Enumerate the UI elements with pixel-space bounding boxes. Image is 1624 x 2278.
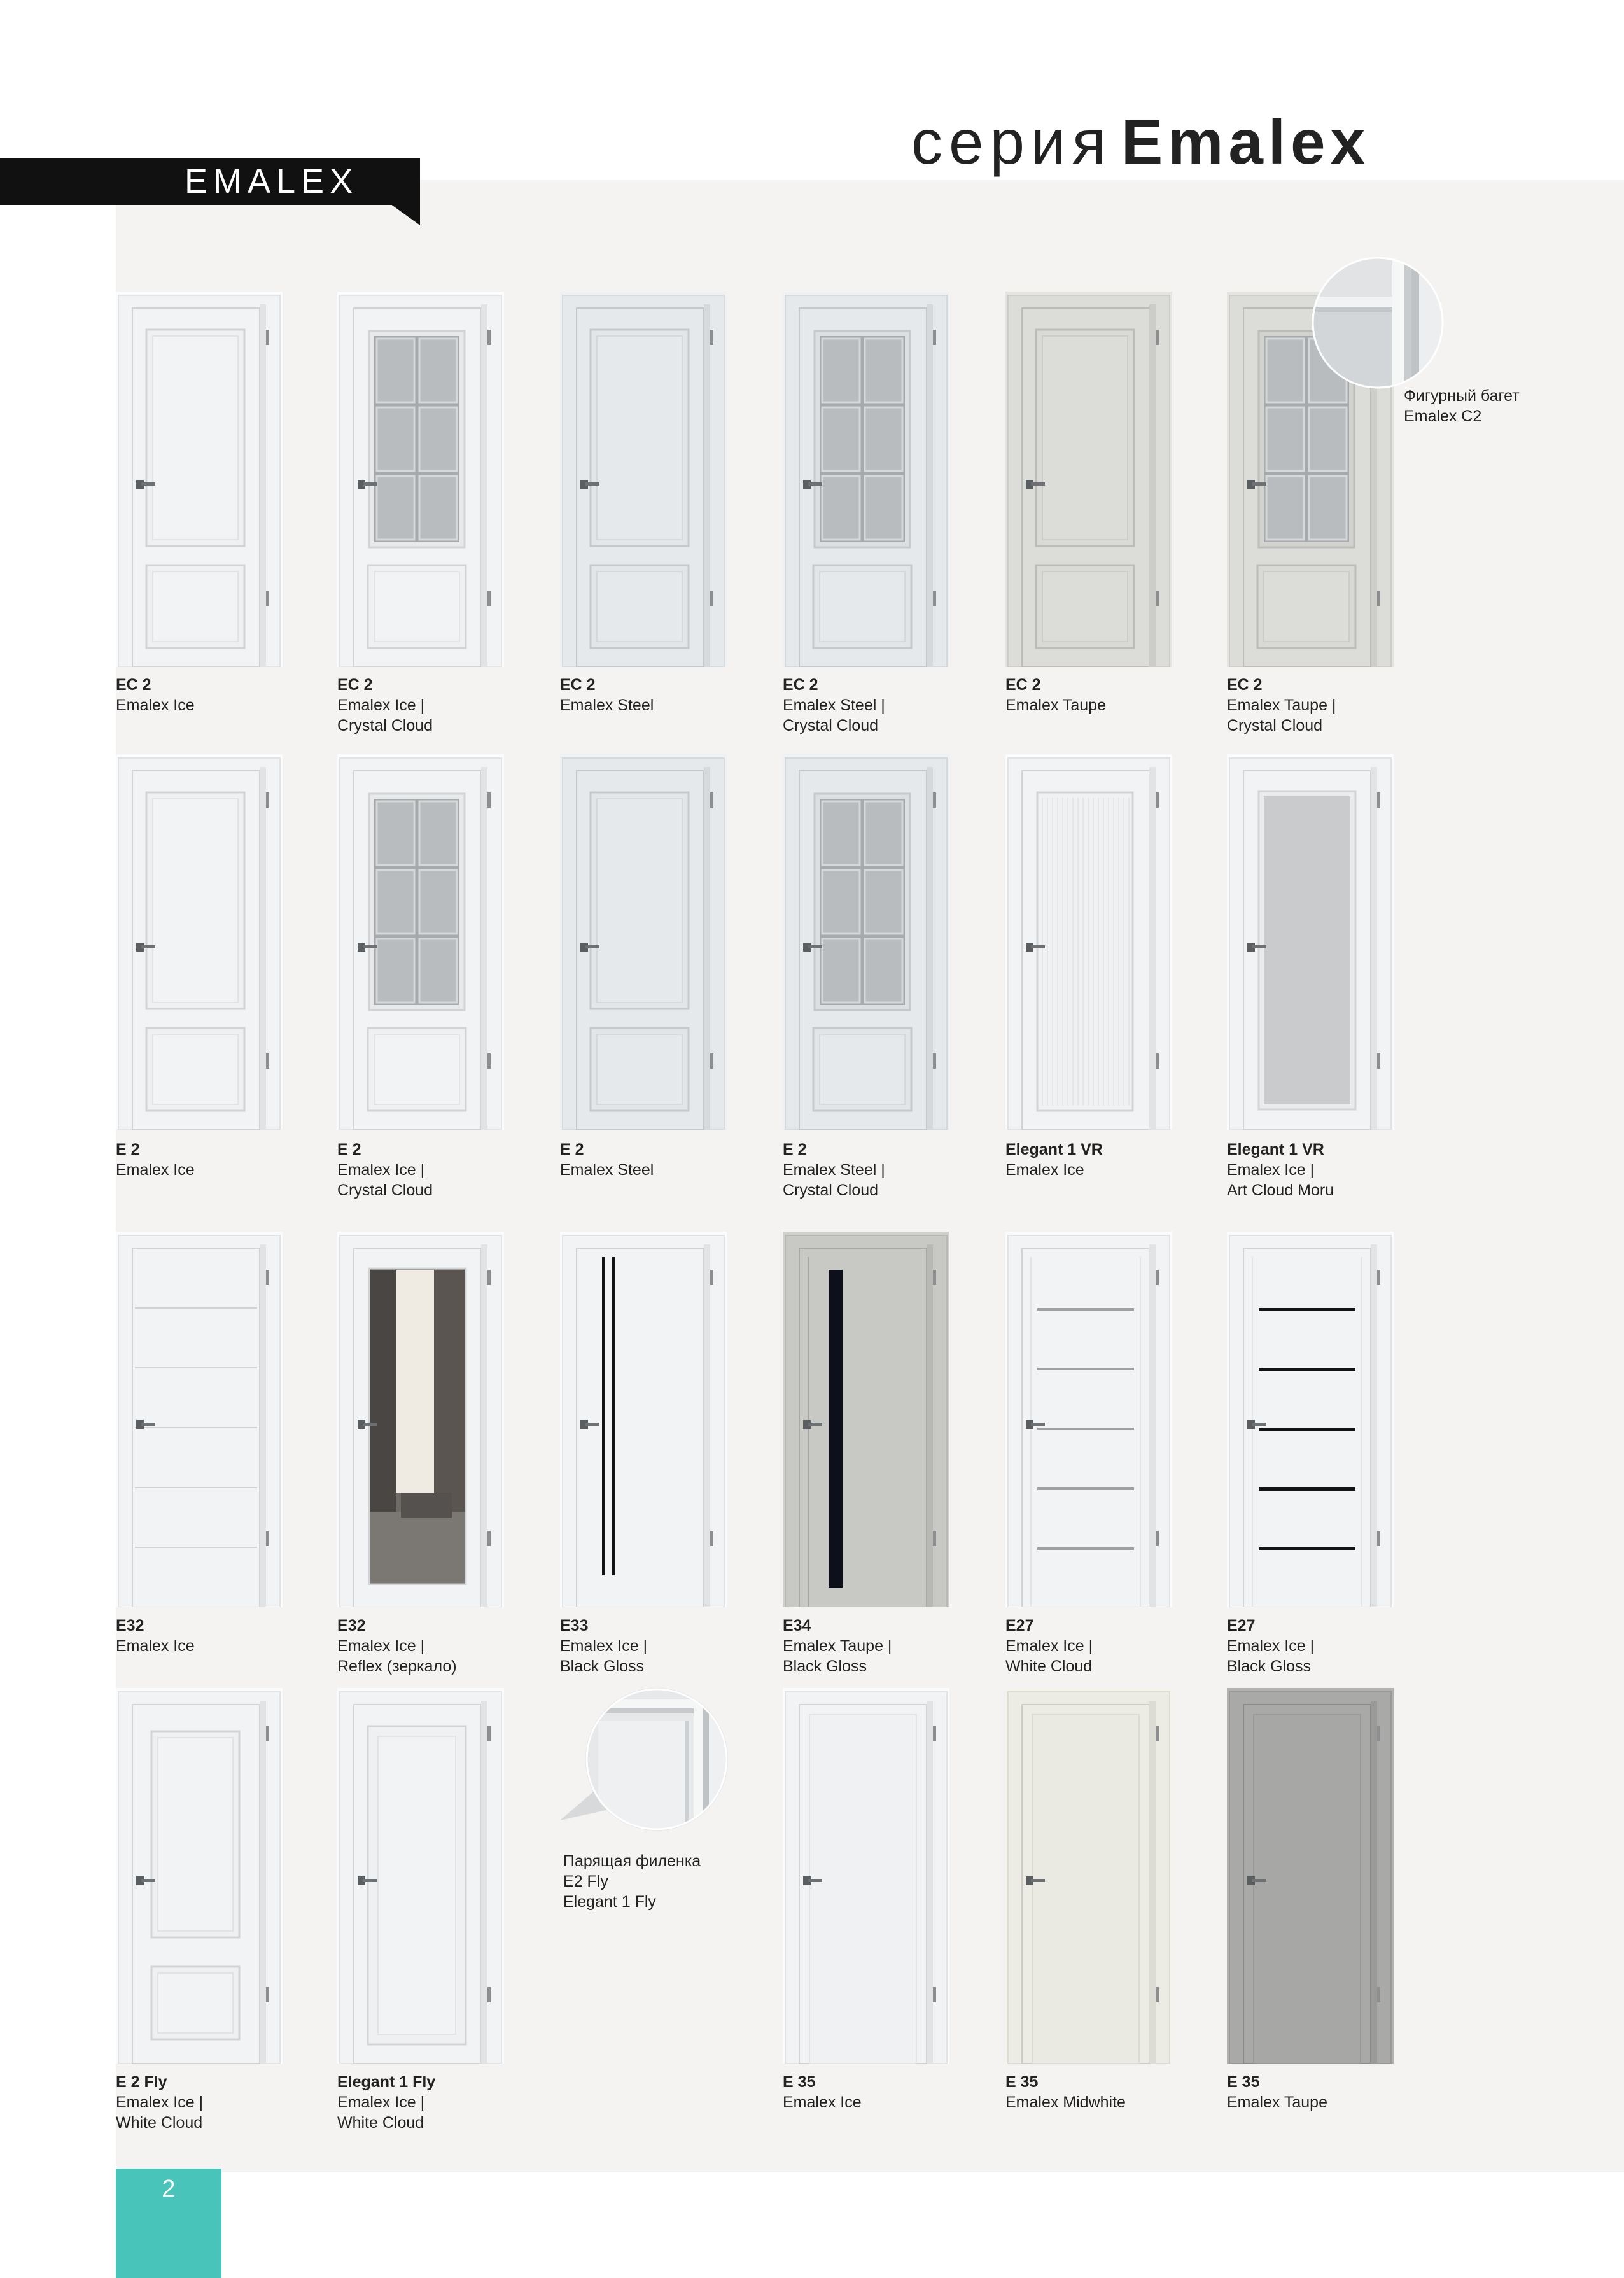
door-finish-line: Emalex Ice <box>116 1637 195 1655</box>
door-finish-line: Emalex Ice | <box>337 1161 425 1179</box>
door-model-code: E27 <box>1005 1617 1034 1635</box>
door-image <box>116 292 283 667</box>
door-finish-line: Emalex Ice <box>1005 1161 1084 1179</box>
door-caption <box>1227 2072 1327 2113</box>
door-finish-line: Emalex Ice | <box>116 2093 204 2111</box>
door-model-code: E 2 Fly <box>116 2073 167 2091</box>
door-image <box>116 754 283 1130</box>
molding-note <box>1404 386 1520 426</box>
door-finish-line: Black Gloss <box>1227 1657 1311 1675</box>
door-model-code: E33 <box>560 1617 589 1635</box>
door-caption <box>1005 2072 1126 2113</box>
door-finish-line: Emalex Ice | <box>560 1637 648 1655</box>
door-model-code: EC 2 <box>1227 676 1263 694</box>
door-model-code: EC 2 <box>337 676 373 694</box>
note-line: Парящая филенка <box>563 1852 701 1870</box>
door-model-code: E 35 <box>1227 2073 1260 2091</box>
door-model-code: E 2 <box>337 1141 361 1158</box>
door-image <box>1005 292 1172 667</box>
door-model-code: EC 2 <box>783 676 818 694</box>
note-line: Elegant 1 Fly <box>563 1893 656 1911</box>
door-image <box>783 292 949 667</box>
door-illustration <box>116 1688 283 2064</box>
door-finish-line: Black Gloss <box>783 1657 867 1675</box>
page-number: 2 <box>162 2176 176 2202</box>
door-illustration <box>337 754 504 1130</box>
door-image <box>1005 1232 1172 1607</box>
door-caption <box>560 675 654 715</box>
door-model-code: Elegant 1 VR <box>1005 1141 1103 1158</box>
door-finish-line: Emalex Steel | <box>783 696 885 714</box>
door-model-code: EC 2 <box>560 676 596 694</box>
door-image <box>337 292 504 667</box>
floating-panel-detail-image <box>560 1687 732 1843</box>
door-caption <box>1227 675 1336 736</box>
door-finish-line: Emalex Taupe <box>1005 696 1106 714</box>
door-image <box>116 1688 283 2064</box>
door-model-code: Elegant 1 VR <box>1227 1141 1324 1158</box>
molding-detail-image <box>1311 256 1445 393</box>
door-finish-line: Emalex Steel <box>560 696 654 714</box>
door-caption <box>337 2072 435 2133</box>
door-illustration <box>116 754 283 1130</box>
door-finish-line: Crystal Cloud <box>337 1181 433 1199</box>
door-illustration <box>337 1688 504 2064</box>
door-finish-line: White Cloud <box>116 2114 203 2132</box>
door-image <box>1227 1232 1394 1607</box>
door-caption <box>116 1615 195 1656</box>
door-image <box>337 1688 504 2064</box>
door-image <box>783 1688 949 2064</box>
door-illustration <box>1005 292 1172 667</box>
door-image <box>783 754 949 1130</box>
door-image <box>1227 1688 1394 2064</box>
door-finish-line: Crystal Cloud <box>337 717 433 735</box>
door-caption <box>1005 675 1106 715</box>
door-illustration <box>783 1688 949 2064</box>
door-model-code: E 35 <box>783 2073 816 2091</box>
door-finish-line: Emalex Ice | <box>1005 1637 1093 1655</box>
door-finish-line: Emalex Ice | <box>337 2093 425 2111</box>
series-title <box>911 107 1370 177</box>
door-caption <box>560 1139 654 1180</box>
door-image <box>337 754 504 1130</box>
series-name: Emalex <box>1121 107 1371 177</box>
door-illustration <box>337 1232 504 1607</box>
door-model-code: E 2 <box>116 1141 140 1158</box>
door-model-code: EC 2 <box>116 676 151 694</box>
door-illustration <box>1005 754 1172 1130</box>
door-finish-line: Emalex Ice | <box>337 1637 425 1655</box>
door-caption <box>337 1139 433 1200</box>
door-caption <box>783 1139 885 1200</box>
door-finish-line: Emalex Ice | <box>337 696 425 714</box>
door-caption <box>337 1615 457 1677</box>
door-caption <box>116 2072 203 2133</box>
door-caption <box>783 1615 892 1677</box>
door-finish-line: Emalex Steel | <box>783 1161 885 1179</box>
door-model-code: E32 <box>116 1617 144 1635</box>
door-illustration <box>1005 1232 1172 1607</box>
door-illustration <box>337 292 504 667</box>
door-finish-line: Emalex Ice <box>116 696 195 714</box>
brand-label: EMALEX <box>185 162 359 200</box>
door-finish-line: Emalex Ice <box>116 1161 195 1179</box>
door-caption <box>783 675 885 736</box>
door-image <box>1005 1688 1172 2064</box>
door-model-code: E32 <box>337 1617 366 1635</box>
door-model-code: Elegant 1 Fly <box>337 2073 436 2091</box>
door-image <box>560 754 727 1130</box>
door-illustration <box>560 292 727 667</box>
door-caption <box>116 1139 195 1180</box>
door-caption <box>337 675 433 736</box>
door-illustration <box>1227 1688 1394 2064</box>
door-caption <box>1005 1615 1093 1677</box>
door-finish-line: Emalex Taupe | <box>1227 696 1336 714</box>
door-model-code: E 2 <box>783 1141 807 1158</box>
door-illustration <box>560 1232 727 1607</box>
door-model-code: E34 <box>783 1617 811 1635</box>
door-caption <box>783 2072 862 2113</box>
door-caption <box>1005 1139 1103 1180</box>
door-caption <box>1227 1615 1314 1677</box>
door-image <box>783 1232 949 1607</box>
door-caption <box>1227 1139 1334 1200</box>
door-image <box>560 1232 727 1607</box>
door-finish-line: Emalex Taupe | <box>783 1637 892 1655</box>
door-illustration <box>783 754 949 1130</box>
door-caption <box>116 675 195 715</box>
door-illustration <box>1227 1232 1394 1607</box>
door-model-code: E 35 <box>1005 2073 1039 2091</box>
note-line: Фигурный багет <box>1404 387 1520 405</box>
door-finish-line: White Cloud <box>337 2114 424 2132</box>
door-image <box>1227 754 1394 1130</box>
door-finish-line: Emalex Ice | <box>1227 1161 1315 1179</box>
door-caption <box>560 1615 647 1677</box>
floating-panel-note <box>563 1851 701 1912</box>
brand-banner-tab <box>388 202 420 225</box>
door-image <box>337 1232 504 1607</box>
series-prefix: серия <box>911 107 1112 177</box>
door-illustration <box>1005 1688 1172 2064</box>
door-illustration <box>560 754 727 1130</box>
door-finish-line: Emalex Ice | <box>1227 1637 1315 1655</box>
door-image <box>560 292 727 667</box>
door-image <box>116 1232 283 1607</box>
door-illustration <box>1227 754 1394 1130</box>
door-illustration <box>116 292 283 667</box>
door-finish-line: Emalex Steel <box>560 1161 654 1179</box>
door-model-code: EC 2 <box>1005 676 1041 694</box>
door-finish-line: Reflex (зеркало) <box>337 1657 457 1675</box>
door-finish-line: Crystal Cloud <box>783 1181 879 1199</box>
door-finish-line: Emalex Midwhite <box>1005 2093 1126 2111</box>
door-finish-line: Emalex Taupe <box>1227 2093 1327 2111</box>
door-model-code: E27 <box>1227 1617 1256 1635</box>
note-line: Emalex C2 <box>1404 407 1482 425</box>
door-illustration <box>116 1232 283 1607</box>
door-finish-line: Crystal Cloud <box>1227 717 1323 735</box>
door-model-code: E 2 <box>560 1141 584 1158</box>
door-illustration <box>783 1232 949 1607</box>
note-line: E2 Fly <box>563 1873 608 1890</box>
door-illustration <box>783 292 949 667</box>
door-finish-line: Emalex Ice <box>783 2093 862 2111</box>
door-image <box>1005 754 1172 1130</box>
door-finish-line: Black Gloss <box>560 1657 644 1675</box>
door-finish-line: Art Cloud Moru <box>1227 1181 1334 1199</box>
door-finish-line: White Cloud <box>1005 1657 1093 1675</box>
door-finish-line: Crystal Cloud <box>783 717 879 735</box>
